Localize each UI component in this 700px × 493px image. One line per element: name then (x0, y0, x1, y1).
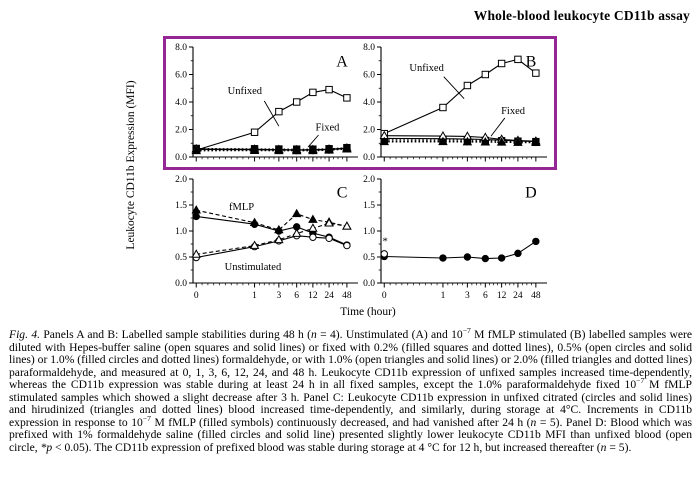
y-tick-label: 4.0 (363, 98, 375, 109)
axes (193, 47, 358, 157)
annotation-fixed: Fixed (501, 105, 525, 117)
panel-a-chart (150, 40, 364, 172)
panel-letter-c: C (336, 184, 348, 202)
panel-letter-d: D (525, 184, 537, 202)
x-tick-label: 6 (294, 291, 300, 301)
caption-segment: Fig. 4. (9, 328, 41, 341)
annotation-: * (382, 235, 388, 248)
y-tick-label: 1.5 (363, 201, 375, 212)
x-tick-label: 1 (252, 291, 257, 301)
annotation-unfixed: Unfixed (227, 86, 263, 97)
y-tick-label: 8.0 (175, 43, 187, 54)
y-tick-label: 1.0 (175, 227, 187, 238)
annotation-leader (491, 118, 505, 136)
panel-c-svg (150, 172, 364, 304)
y-tick-label: 0.5 (363, 253, 375, 264)
x-tick-label: 48 (342, 291, 352, 301)
series-unfixed-hepes-buffer-saline (193, 86, 350, 153)
x-axis-label: Time (hour) (340, 306, 396, 318)
x-tick-label: 12 (308, 291, 318, 301)
y-tick-label: 0.0 (175, 153, 187, 164)
panel-b-svg (340, 40, 554, 172)
x-tick-label: 0 (381, 291, 387, 301)
caption-segment: −7 (142, 413, 151, 423)
caption-segment: < 0.05). The CD11b expression of prefixed blood was stable during storage at 4 °C for 12 h, but increased thereafter ( (52, 440, 601, 454)
caption-segment: = 5). (606, 440, 632, 454)
panel-a-svg (150, 40, 364, 172)
x-tick-label: 3 (276, 291, 282, 301)
x-tick-label: 24 (324, 291, 334, 301)
annotation-unstimulated: Unstimulated (224, 261, 282, 273)
panel-b-chart (340, 40, 554, 172)
y-tick-label: 1.5 (175, 201, 187, 212)
y-tick-label: 0.0 (363, 279, 375, 290)
y-axis-label: Leukocyte CD11b Expression (MFI) (125, 80, 137, 250)
caption-segment: M fMLP stimulated samples which showed a slight decrease after 3 h. Panel C: Leukocyte CD11b expression in unfixed citrated (circles and solid lines) and hirudinized (triangles and dotted lines) blood increased time-dependently, and similarly, during storage at 4°C. Increments in CD11b expression in response to 10 (9, 378, 692, 429)
y-tick-label: 4.0 (175, 98, 187, 109)
x-tick-label: 0 (193, 291, 199, 301)
x-tick-label: 1 (440, 291, 446, 301)
figure-title: Whole-blood leukocyte CD11b assay (473, 8, 690, 23)
y-tick-label: 0.0 (175, 279, 187, 290)
series-unfixed-blood (381, 251, 387, 257)
caption-segment: −7 (636, 376, 645, 386)
x-tick-label: 6 (482, 291, 488, 301)
x-tick-label: 12 (496, 291, 507, 301)
panel-letter-a: A (336, 53, 348, 71)
caption-segment: −7 (462, 326, 471, 336)
axes (381, 179, 547, 283)
caption-segment: M fMLP (filled symbols) continuously decreased, and had vanished after 24 h ( (150, 415, 531, 429)
annotation-unfixed: Unfixed (409, 62, 444, 74)
y-tick-label: 6.0 (175, 70, 187, 81)
y-tick-label: 6.0 (363, 70, 375, 81)
x-tick-label: 48 (531, 291, 541, 301)
caption-segment: = 5). Panel D: Blood which was prefixed with 1% formaldehyde saline (filled circles and solid line) presented slightly lower leukocyte CD11b MFI than unfixed blood (open circle, (9, 415, 692, 454)
series-unfixed-hepes-buffer-saline (381, 56, 539, 137)
y-tick-label: 2.0 (175, 175, 187, 186)
panel-letter-b: B (525, 53, 537, 71)
annotation-leader (444, 77, 464, 99)
caption-segment: M fMLP stimulated (B) labelled samples were diluted with Hepes-buffer saline (open squares and solid lines) or fixed with 0.2% (filled squares and dotted lines), 0.5% (open circles and solid lines) or 1.0% (filled circles and dotted lines) formaldehyde, or with 1.0% (open triangles and solid lines) or 2.0% (filled triangles and dotted lines) paraformaldehyde, and measured at 0, 1, 3, 6, 12, 24, and 48 h. Leukocyte CD11b expression of unfixed samples increased time-dependently, whereas the CD11b expression was stable during at least 24 h in all fixed samples, except the 1.0% paraformaldehyde fixed 10 (9, 328, 692, 392)
caption-segment: n (600, 440, 607, 454)
x-tick-label: 3 (465, 291, 470, 301)
y-tick-label: 1.0 (363, 227, 375, 238)
y-tick-label: 2.0 (363, 175, 375, 186)
panel-d-chart (340, 172, 554, 304)
caption-segment: = 4). Unstimulated (A) and 10 (316, 328, 463, 341)
panel-d-svg (340, 172, 554, 304)
annotation-fmlp: fMLP (229, 202, 255, 214)
caption-segment: Panels A and B: Labelled sample stabilities during 48 h ( (40, 328, 311, 341)
y-tick-label: 2.0 (363, 125, 375, 136)
y-tick-label: 0.5 (175, 253, 187, 264)
caption-segment: n (310, 328, 317, 341)
caption-segment: *p (40, 440, 53, 454)
series-unstimulated-citrated (193, 232, 350, 260)
series-prefixed-1-formaldehyde (381, 238, 539, 262)
x-tick-label: 24 (513, 291, 523, 301)
panel-c-chart (150, 172, 364, 304)
y-tick-label: 8.0 (363, 43, 375, 54)
y-tick-label: 2.0 (175, 125, 187, 136)
annotation-leader (308, 135, 319, 147)
caption-segment: n (530, 415, 537, 429)
y-tick-label: 0.0 (363, 153, 375, 164)
figure-caption (9, 326, 692, 454)
annotation-fixed: Fixed (315, 122, 340, 134)
